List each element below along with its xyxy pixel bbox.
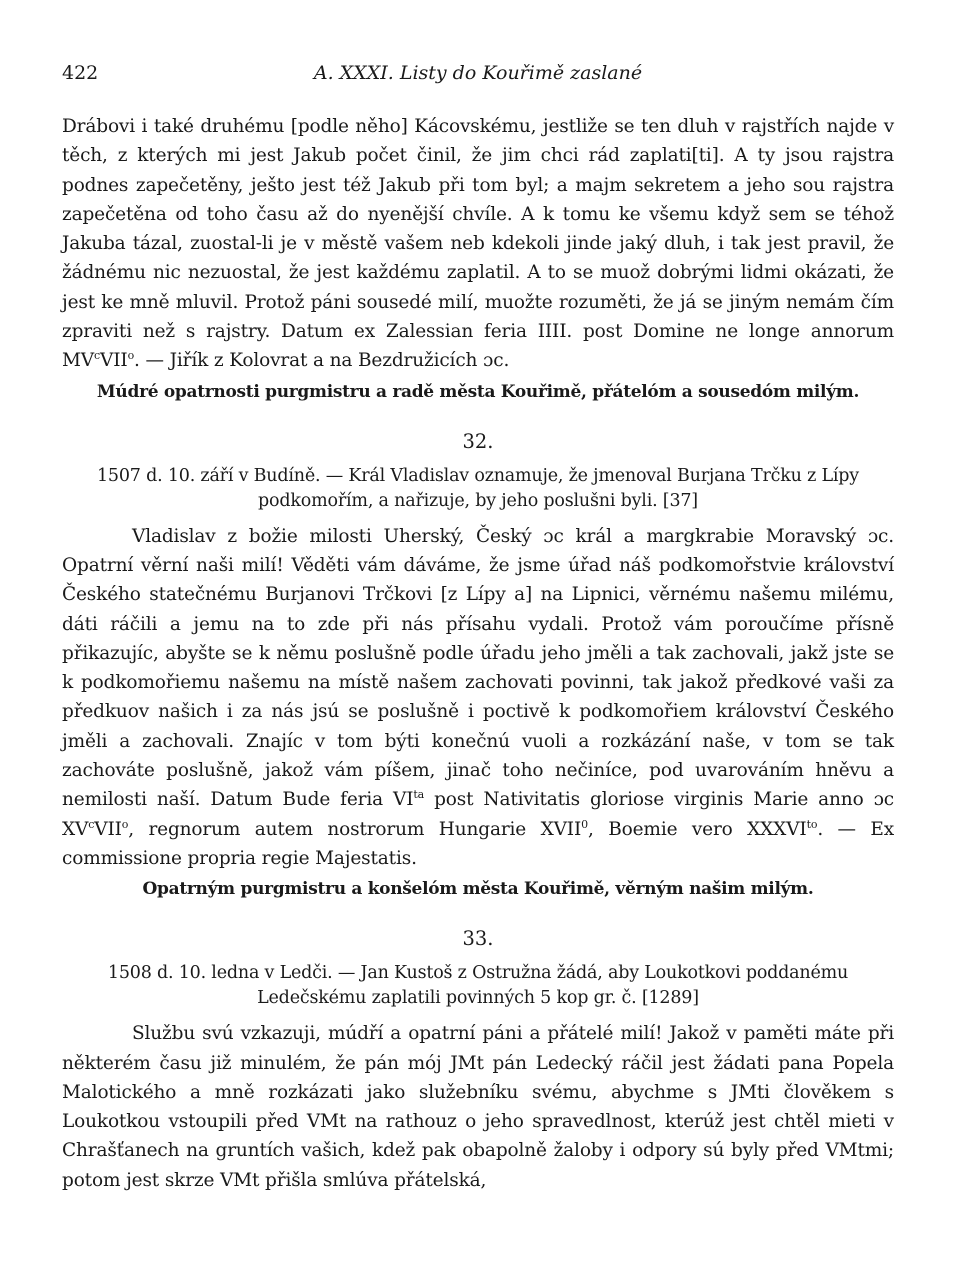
document-32-regest: 1507 d. 10. září v Budíně. — Král Vladislav oznamuje, že jmenoval Burjana Trčku z Lípy podkomořím, a nařizuje, by jeho poslušni byli. [37] [97,465,859,511]
document-33-regest: 1508 d. 10. ledna v Ledči. — Jan Kustoš z Ostružna žádá, aby Loukotkovi poddanému Ledečskému zaplatili povinných 5 kop gr. č. [1289] [107,963,849,1009]
document-32-address: Opatrným purgmistru a konšelóm města Kouřimě, věrným našim milým. [142,879,814,900]
page-header [62,62,894,92]
document-number-33: 33. [462,927,494,951]
document-32-body: Vladislav z božie milosti Uherský, Český ɔc král a margkrabie Moravský ɔc. Opatrní věrní naši milí! Věděti vám dáváme, že jsme úřad náš podkomořstvie království Českého statečnému Burjanovi Trčkovi [z Lípy a] na Lipnici, věrnému našemu milému, dáti ráčili a jemu na to zde při nás přísahu vydali. Protož vám poroučíme přísně přikazujíc, abyšte se k němu poslušně podle úřadu jeho jměli a tak zachovali, jakž jste se k podkomořiemu našemu na místě našem zachovati povinni, tak jakož předkové vaši za předkuov našich i za nás jsú se poslušně i poctivě k podkomořiem království Českého jměli a zachovali. Znajíc v tom býti konečnú vuoli a rozkázání naše, v tom se tak zachováte poslušně, jakož vám píšem, jinač toho nečiníce, pod uvarováním hněvu a nemilosti naší. Datum Bude feria $VI^{ta}$ post Nativitatis gloriose virginis Marie anno ɔc $XV^cVII^o$, regnorum autem nostrorum Hungarie XVII$^0$, Boemie vero $XXXVI^{to}$. — Ex commissione propria regie Majestatis. [62,525,894,869]
document-33-body: Službu svú vzkazuji, múdří a opatrní páni a přátelé milí! Jakož v paměti máte při některém času již minulém, že pán mój JMt pán Ledecký ráčil jest žádati pana Popela Malotického a mně rozkázati jako služebníku svému, abychme s JMti člověkem s Loukotkou vstoupili před VMt na rathouz o jeho spravedlnost, kterúž jest chtěl mieti v Chrašťanech na gruntích vašich, kdež pak obapolně žaloby i odpory sú byly před VMtmi; potom jest skrze VMt přišla smlúva přátelská, [62,1023,894,1191]
page [62,62,894,1195]
letter-31-address: Múdré opatrnosti purgmistru a radě města Kouřimě, přátelóm a sousedóm milým. [96,381,860,402]
letter-31-body: Drábovi i také druhému [podle něho] Kácovskému, jestliže se ten dluh v rajstřích najde v těch, z kterých mi jest Jakub počet činil, že jim chci rád zaplati[ti]. A ty jsou rajstra podnes zapečetěny, ješto jest též Jakub při tom byl; a majm sekretem a jeho sou rajstra zapečetěna od toho času až do nyenější chvíle. A k tomu ke všemu když sem se téhož Jakuba tázal, zuostal-li je v městě vašem neb kdekoli jinde jaký dluh, i tak jest pravil, že žádnému nic nezuostal, že jest každému zaplatil. A to se muož dobrými lidmi okázati, že jest ke mně mluvil. Protož páni sousedé milí, muožte rozuměti, že já se jiným nemám čím zpraviti než s rajstry. Datum ex Zalessian feria IIII. post Domine ne longe annorum $MV^cVII^o$. — Jiřík z Kolovrat a na Bezdružicích ɔc. [62,116,894,372]
page-number: 422 [62,62,99,84]
running-title: A. XXXI. Listy do Kouřimě zaslané [313,62,643,84]
document-number-32: 32. [462,429,494,453]
